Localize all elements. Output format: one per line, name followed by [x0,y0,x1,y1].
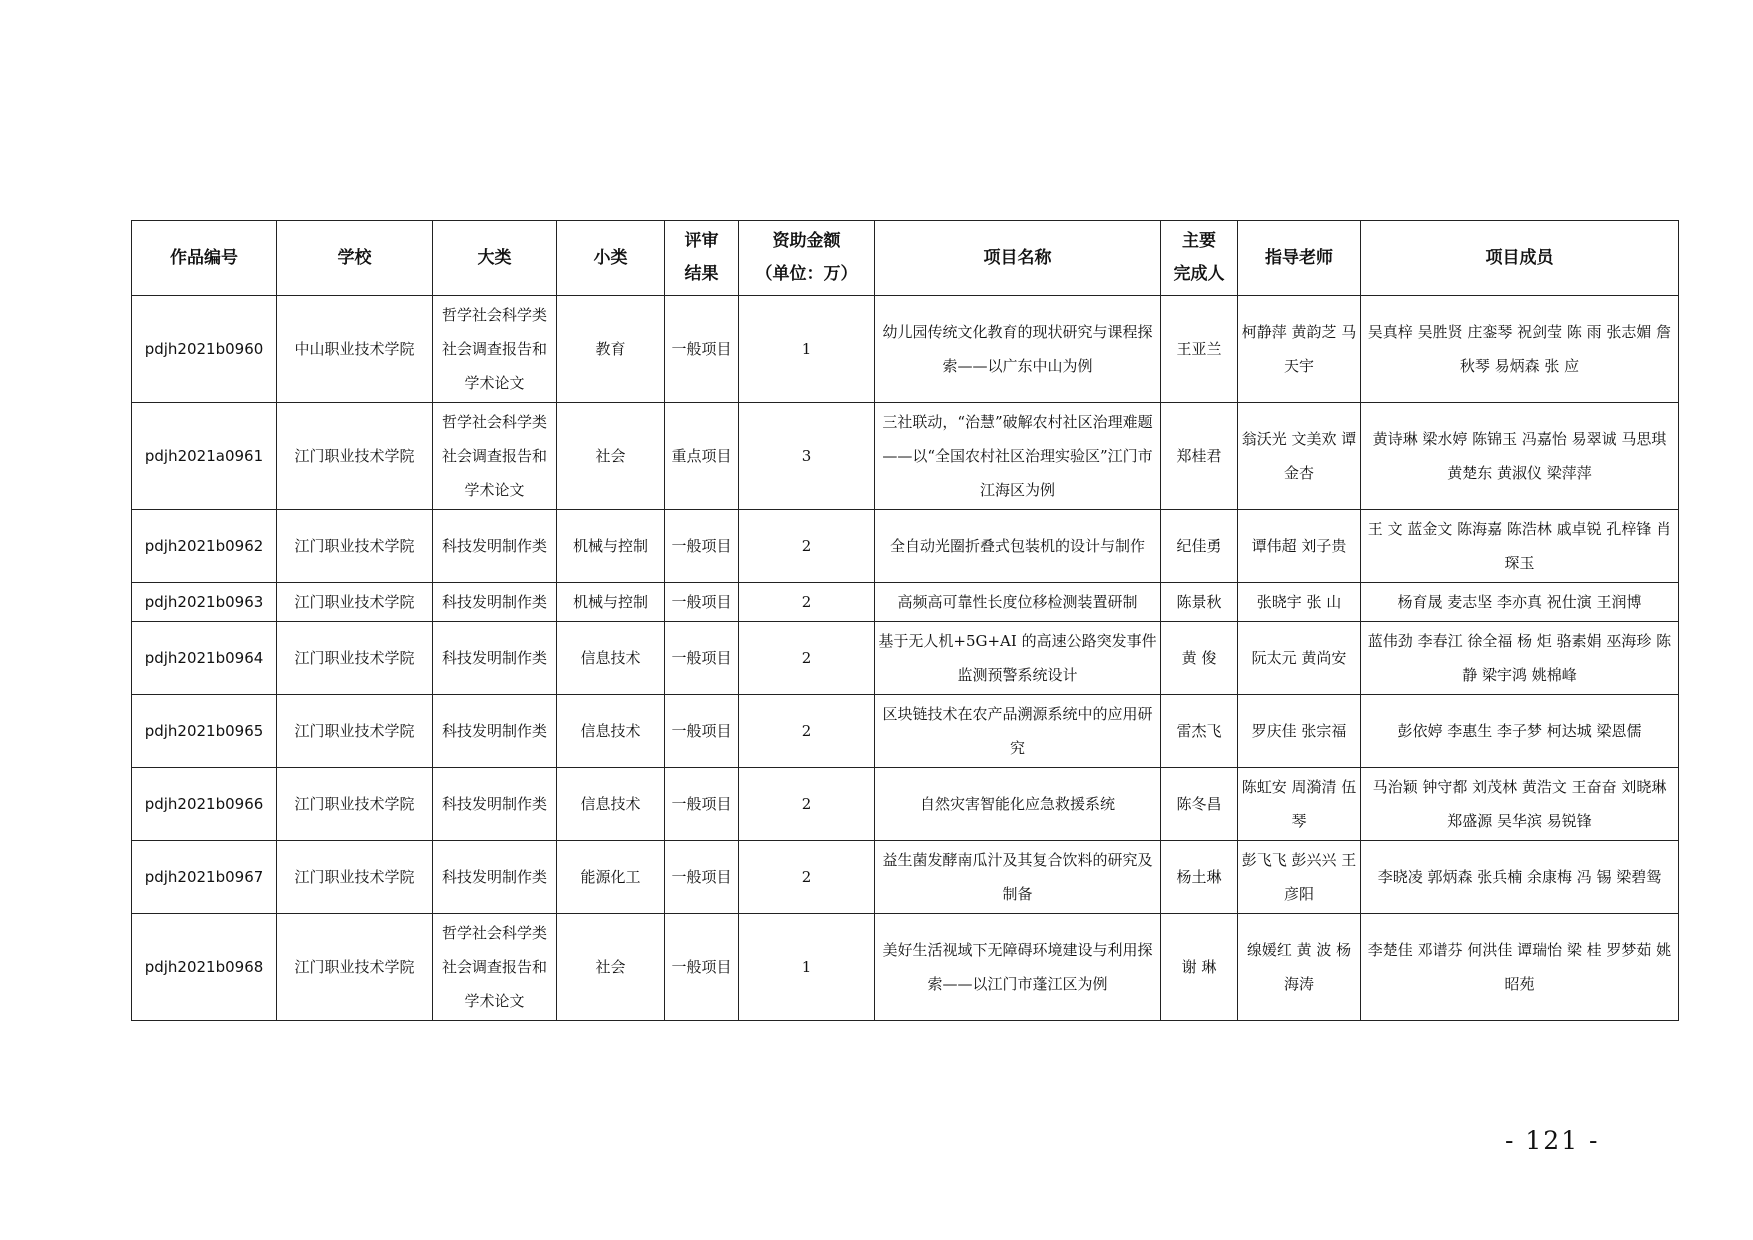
cell-advisor: 罗庆佳 张宗福 [1238,695,1361,768]
cell-result: 一般项目 [665,510,739,583]
cell-title: 三社联动，“治慧”破解农村社区治理难题——以“全国农村社区治理实验区”江门市江海区为例 [875,403,1161,510]
table-row [132,510,1679,583]
cell-title: 全自动光圈折叠式包装机的设计与制作 [875,510,1161,583]
cell-result: 一般项目 [665,583,739,622]
cell-code: pdjh2021b0962 [132,510,277,583]
cell-code: pdjh2021b0960 [132,296,277,403]
cell-code: pdjh2021b0965 [132,695,277,768]
header-result-line2: 结果 [684,264,719,284]
cell-result: 一般项目 [665,914,739,1021]
cell-amount: 2 [739,695,875,768]
table-row [132,622,1679,695]
cell-members: 彭依婷 李惠生 李子梦 柯达城 梁恩儒 [1361,695,1679,768]
cell-school: 中山职业技术学院 [277,296,433,403]
cell-title: 益生菌发酵南瓜汁及其复合饮料的研究及制备 [875,841,1161,914]
cell-code: pdjh2021b0963 [132,583,277,622]
cell-category: 哲学社会科学类社会调查报告和学术论文 [433,914,557,1021]
cell-members: 蓝伟劲 李春江 徐全福 杨 炬 骆素娟 巫海珍 陈 静 梁宇鸿 姚棉峰 [1361,622,1679,695]
cell-members: 李晓凌 郭炳森 张兵楠 余康梅 冯 锡 梁碧鸳 [1361,841,1679,914]
cell-amount: 2 [739,841,875,914]
cell-code: pdjh2021b0967 [132,841,277,914]
cell-amount: 2 [739,583,875,622]
table-row [132,914,1679,1021]
cell-advisor: 阮太元 黄尚安 [1238,622,1361,695]
cell-category: 哲学社会科学类社会调查报告和学术论文 [433,296,557,403]
cell-advisor: 翁沃光 文美欢 谭金杏 [1238,403,1361,510]
cell-advisor: 谭伟超 刘子贵 [1238,510,1361,583]
cell-code: pdjh2021b0968 [132,914,277,1021]
cell-members: 马治颖 钟守都 刘茂林 黄浩文 王奋奋 刘晓琳 郑盛源 吴华滨 易锐锋 [1361,768,1679,841]
cell-title: 区块链技术在农产品溯源系统中的应用研究 [875,695,1161,768]
cell-result: 一般项目 [665,622,739,695]
cell-advisor: 缐媛红 黄 波 杨海涛 [1238,914,1361,1021]
cell-category: 科技发明制作类 [433,583,557,622]
cell-category: 哲学社会科学类社会调查报告和学术论文 [433,403,557,510]
cell-subcategory: 信息技术 [557,695,665,768]
cell-members: 吴真梓 吴胜贤 庄銮琴 祝剑莹 陈 雨 张志媚 詹秋琴 易炳森 张 应 [1361,296,1679,403]
cell-subcategory: 能源化工 [557,841,665,914]
cell-advisor: 张晓宇 张 山 [1238,583,1361,622]
cell-school: 江门职业技术学院 [277,914,433,1021]
cell-subcategory: 社会 [557,914,665,1021]
cell-school: 江门职业技术学院 [277,510,433,583]
cell-result: 重点项目 [665,403,739,510]
cell-category: 科技发明制作类 [433,768,557,841]
header-leader-line1: 主要 [1182,231,1216,251]
cell-result: 一般项目 [665,768,739,841]
table-row [132,403,1679,510]
cell-school: 江门职业技术学院 [277,841,433,914]
cell-school: 江门职业技术学院 [277,622,433,695]
cell-amount: 2 [739,768,875,841]
page-number: - 121 - [1505,1126,1600,1155]
header-code: 作品编号 [132,221,277,296]
cell-subcategory: 教育 [557,296,665,403]
cell-leader: 雷杰飞 [1161,695,1238,768]
cell-leader: 郑桂君 [1161,403,1238,510]
header-result [665,221,739,296]
cell-title: 幼儿园传统文化教育的现状研究与课程探索——以广东中山为例 [875,296,1161,403]
cell-result: 一般项目 [665,695,739,768]
cell-advisor: 彭飞飞 彭兴兴 王彦阳 [1238,841,1361,914]
cell-leader: 王亚兰 [1161,296,1238,403]
table-row [132,583,1679,622]
cell-leader: 杨土琳 [1161,841,1238,914]
cell-category: 科技发明制作类 [433,510,557,583]
cell-school: 江门职业技术学院 [277,768,433,841]
cell-leader: 陈景秋 [1161,583,1238,622]
header-result-line1: 评审 [684,231,719,251]
cell-advisor: 陈虹安 周漪清 伍 琴 [1238,768,1361,841]
cell-leader: 陈冬昌 [1161,768,1238,841]
cell-members: 王 文 蓝金文 陈海嘉 陈浩林 戚卓锐 孔梓锋 肖琛玉 [1361,510,1679,583]
table-row [132,296,1679,403]
cell-category: 科技发明制作类 [433,695,557,768]
header-amount-line2: （单位：万） [755,264,858,284]
cell-school: 江门职业技术学院 [277,583,433,622]
header-leader-line2: 完成人 [1173,264,1225,284]
cell-category: 科技发明制作类 [433,841,557,914]
cell-code: pdjh2021a0961 [132,403,277,510]
header-category: 大类 [433,221,557,296]
header-school: 学校 [277,221,433,296]
cell-school: 江门职业技术学院 [277,403,433,510]
cell-subcategory: 信息技术 [557,622,665,695]
cell-category: 科技发明制作类 [433,622,557,695]
table-row [132,841,1679,914]
cell-result: 一般项目 [665,296,739,403]
header-amount [739,221,875,296]
cell-members: 杨育晟 麦志坚 李亦真 祝仕演 王润博 [1361,583,1679,622]
cell-amount: 2 [739,622,875,695]
header-leader [1161,221,1238,296]
cell-result: 一般项目 [665,841,739,914]
cell-subcategory: 社会 [557,403,665,510]
cell-members: 黄诗琳 梁水婷 陈锦玉 冯嘉怡 易翠诚 马思琪 黄楚东 黄淑仪 梁萍萍 [1361,403,1679,510]
cell-amount: 1 [739,914,875,1021]
table-row [132,768,1679,841]
cell-amount: 2 [739,510,875,583]
project-table [131,220,1679,1021]
cell-title: 基于无人机+5G+AI 的高速公路突发事件监测预警系统设计 [875,622,1161,695]
cell-subcategory: 信息技术 [557,768,665,841]
cell-subcategory: 机械与控制 [557,583,665,622]
header-row [132,221,1679,296]
cell-title: 高频高可靠性长度位移检测装置研制 [875,583,1161,622]
header-subcategory: 小类 [557,221,665,296]
table-row [132,695,1679,768]
header-amount-line1: 资助金额 [772,231,841,251]
cell-code: pdjh2021b0966 [132,768,277,841]
header-title: 项目名称 [875,221,1161,296]
cell-amount: 1 [739,296,875,403]
header-members: 项目成员 [1361,221,1679,296]
cell-code: pdjh2021b0964 [132,622,277,695]
cell-members: 李楚佳 邓谱芬 何洪佳 谭瑞怡 梁 桂 罗梦茹 姚昭苑 [1361,914,1679,1021]
cell-leader: 谢 琳 [1161,914,1238,1021]
cell-school: 江门职业技术学院 [277,695,433,768]
cell-leader: 纪佳勇 [1161,510,1238,583]
cell-subcategory: 机械与控制 [557,510,665,583]
cell-title: 自然灾害智能化应急救援系统 [875,768,1161,841]
header-advisor: 指导老师 [1238,221,1361,296]
cell-advisor: 柯静萍 黄韵芝 马天宇 [1238,296,1361,403]
cell-leader: 黄 俊 [1161,622,1238,695]
cell-title: 美好生活视域下无障碍环境建设与利用探索——以江门市蓬江区为例 [875,914,1161,1021]
cell-amount: 3 [739,403,875,510]
